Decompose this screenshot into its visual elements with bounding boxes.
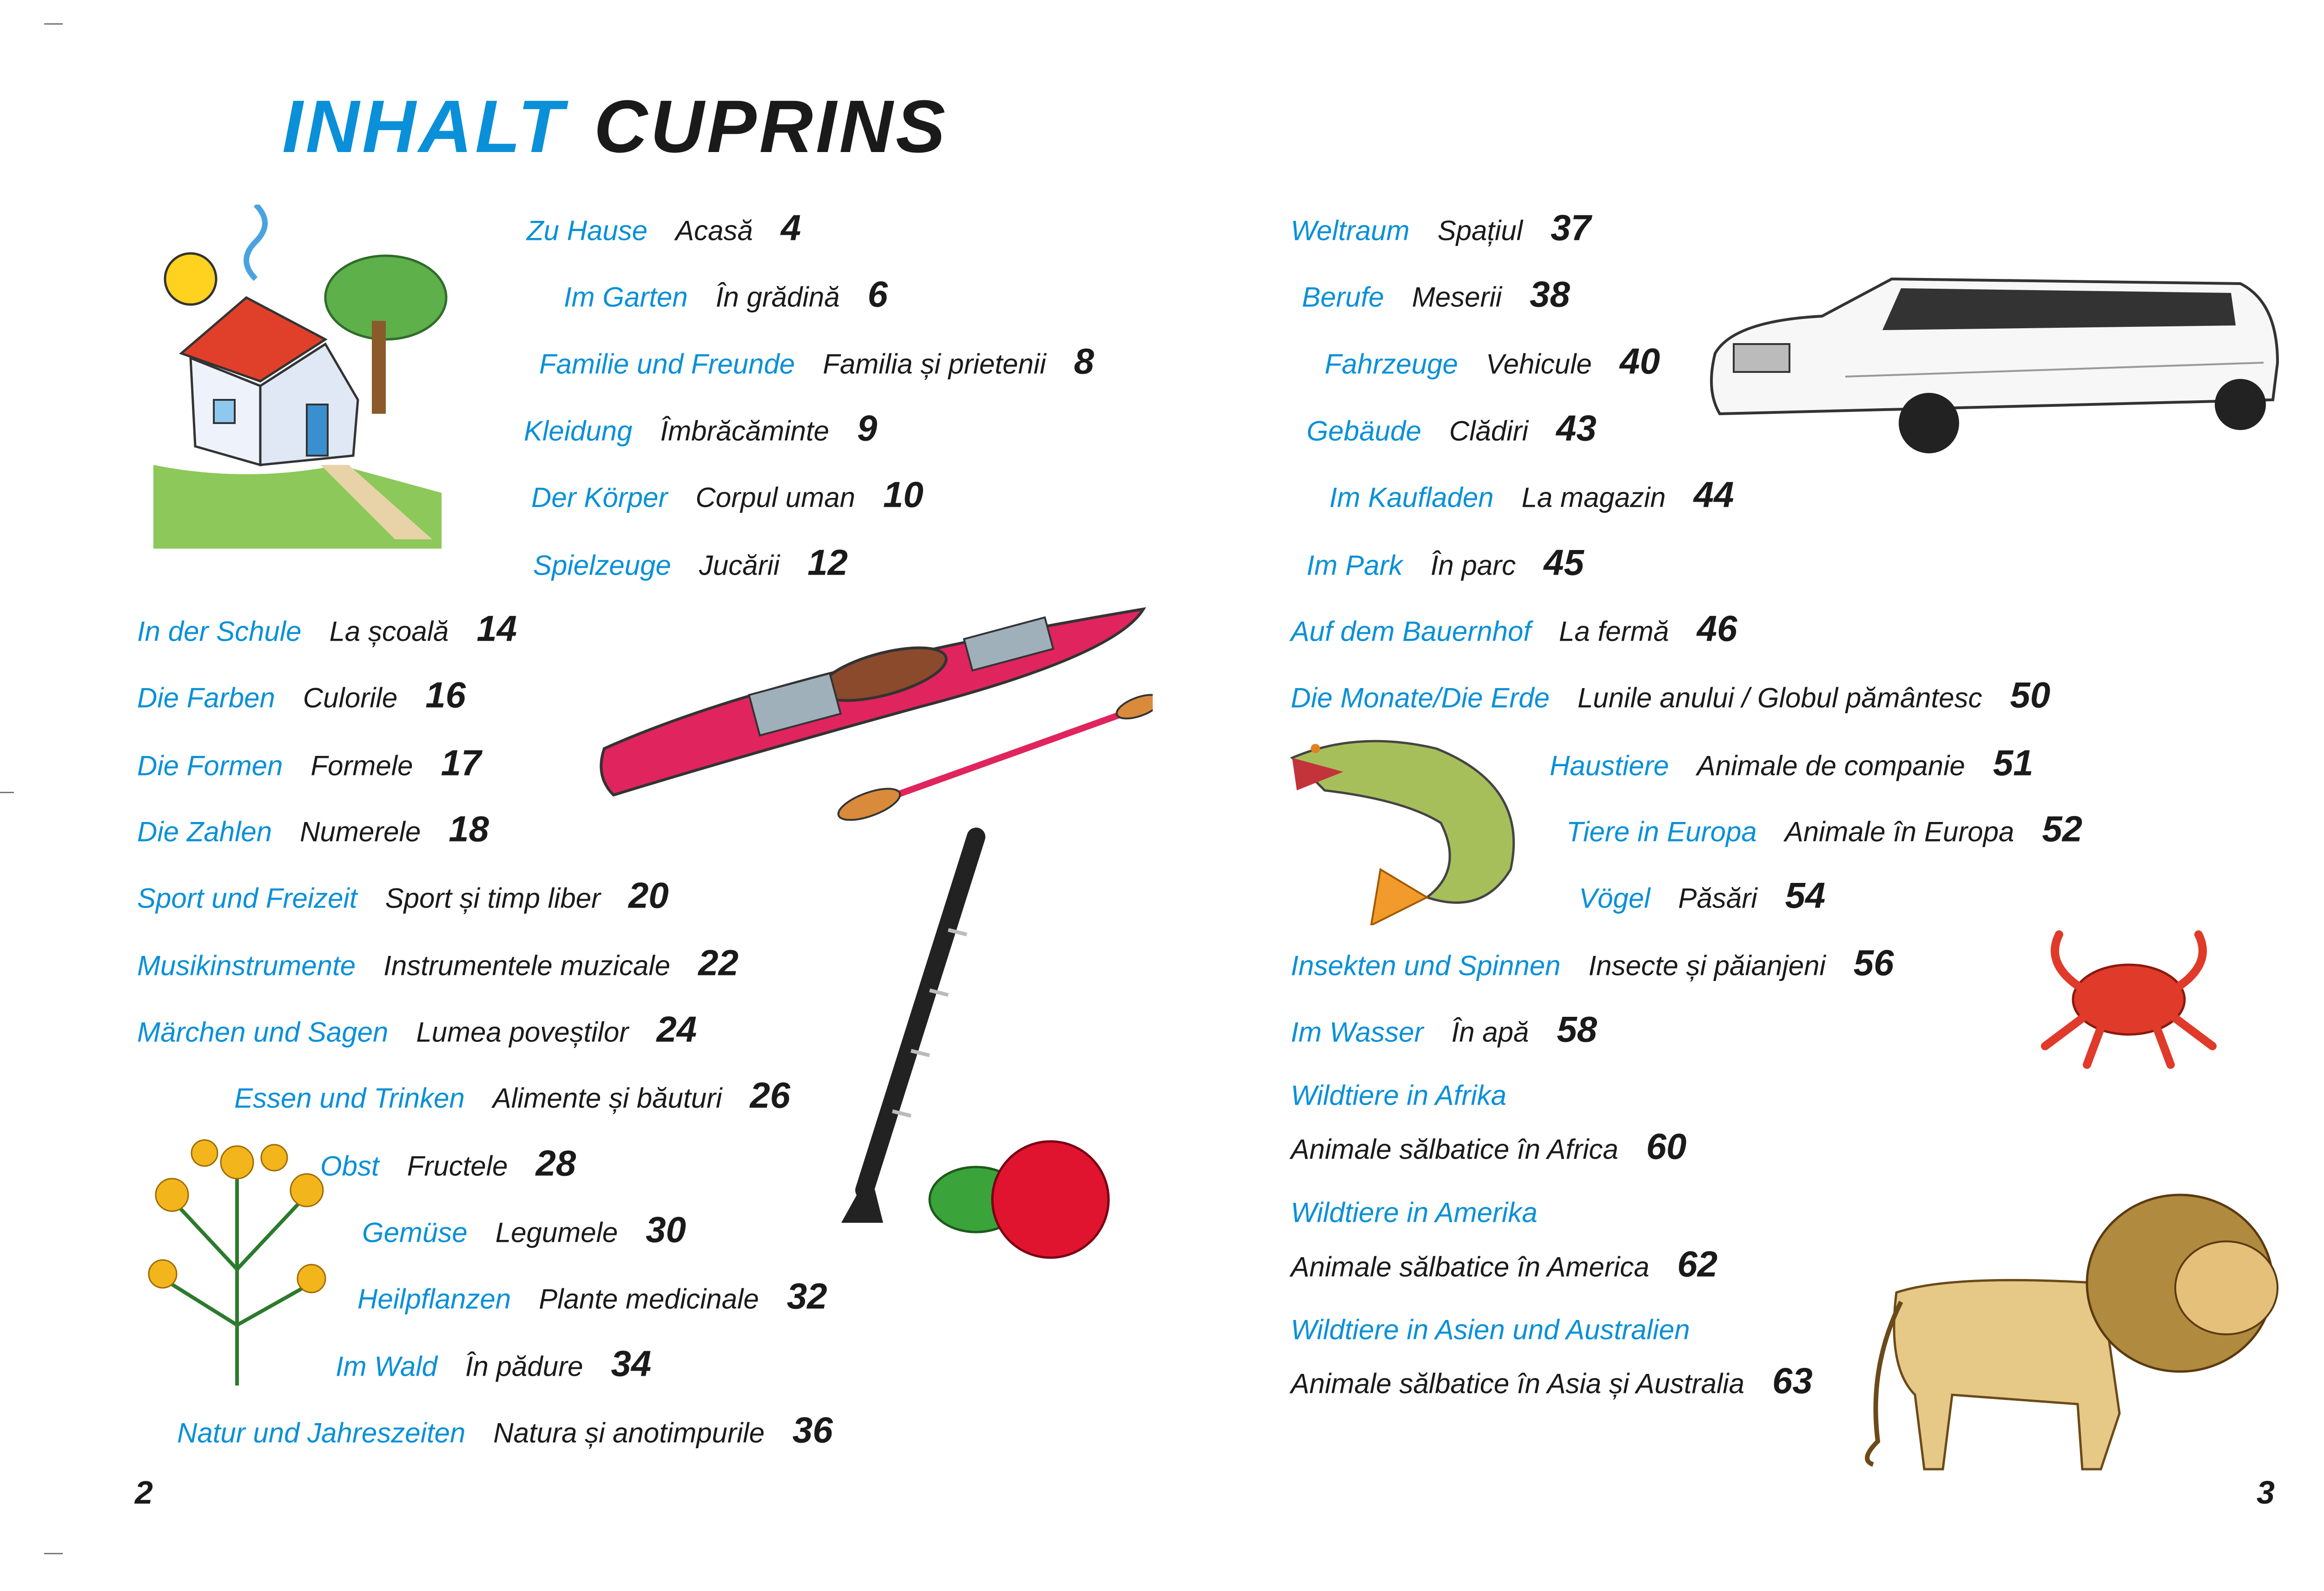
toc-entry-german-line[interactable] xyxy=(1291,1080,1534,1112)
house-illustration xyxy=(153,205,456,549)
toc-entry-german: Sport und Freizeit xyxy=(137,882,357,914)
toc-entry-page: 43 xyxy=(1556,407,1597,449)
toc-entry-romanian: Formele xyxy=(310,750,413,782)
toc-entry-page: 16 xyxy=(425,674,466,716)
toc-entry-german: Wildtiere in Afrika xyxy=(1291,1080,1507,1111)
toc-entry-romanian: Culorile xyxy=(303,682,398,714)
toc-entry-page: 45 xyxy=(1544,542,1584,583)
page-number-right: 3 xyxy=(2257,1474,2275,1511)
toc-entry-romanian: Alimente și băuturi xyxy=(492,1082,722,1114)
toc-entry[interactable] xyxy=(357,1275,827,1318)
toc-entry-german: Heilpflanzen xyxy=(357,1283,511,1315)
toc-entry[interactable] xyxy=(1329,474,1734,516)
toc-entry[interactable] xyxy=(1302,273,1570,316)
toc-entry-romanian: Animale sălbatice în America xyxy=(1291,1251,1650,1283)
toc-entry[interactable] xyxy=(1291,207,1591,249)
toc-entry[interactable] xyxy=(137,674,466,716)
toc-entry-romanian: În apă xyxy=(1451,1016,1529,1048)
toc-entry-german: Die Zahlen xyxy=(137,816,272,848)
crab-illustration xyxy=(2031,925,2226,1069)
raspberry-illustration xyxy=(925,1134,1120,1265)
toc-entry[interactable] xyxy=(1307,542,1584,584)
toc-entry[interactable] xyxy=(1566,808,2082,850)
toc-entry-romanian: Animale în Europa xyxy=(1784,816,2014,848)
toc-entry[interactable] xyxy=(564,273,888,316)
toc-entry[interactable] xyxy=(137,942,739,984)
toc-entry-page: 37 xyxy=(1551,207,1591,248)
toc-entry-german: Im Garten xyxy=(564,281,688,313)
toc-entry[interactable] xyxy=(137,808,489,850)
toc-entry-page: 14 xyxy=(476,608,517,649)
toc-entry-page: 62 xyxy=(1677,1243,1718,1285)
toc-entry-german: Gebäude xyxy=(1307,415,1421,447)
toc-entry-german: Insekten und Spinnen xyxy=(1291,950,1561,981)
toc-entry-romanian: Spațiul xyxy=(1437,215,1523,246)
toc-entry-german: Wildtiere in Asien und Australien xyxy=(1291,1314,1690,1346)
toc-entry-german: Fahrzeuge xyxy=(1325,348,1458,380)
toc-entry[interactable] xyxy=(1291,1243,1717,1286)
toc-entry-page: 17 xyxy=(441,742,482,783)
toc-entry[interactable] xyxy=(1291,1126,1687,1168)
toc-entry-page: 51 xyxy=(1993,742,2034,783)
toc-entry-german: Im Park xyxy=(1307,550,1403,581)
toc-entry-page: 6 xyxy=(867,273,888,315)
toc-entry[interactable] xyxy=(1550,742,2034,784)
toc-entry-german: Obst xyxy=(320,1150,379,1182)
toc-entry-german: Der Körper xyxy=(531,482,668,513)
toc-entry-romanian: Lunile anului / Globul pământesc xyxy=(1577,682,1982,714)
toc-entry-romanian: Clădiri xyxy=(1449,415,1528,447)
toc-entry-german: Essen und Trinken xyxy=(234,1082,465,1114)
kayak-illustration xyxy=(595,600,1153,832)
toc-entry[interactable] xyxy=(524,407,877,450)
toc-entry-german: Die Monate/Die Erde xyxy=(1291,682,1550,714)
pike-fish-illustration xyxy=(1287,730,1557,925)
toc-entry-romanian: Acasă xyxy=(675,215,753,246)
toc-entry[interactable] xyxy=(336,1343,651,1385)
toc-entry-romanian: Plante medicinale xyxy=(539,1283,759,1315)
toc-entry[interactable] xyxy=(1325,340,1660,383)
toc-entry-romanian: Jucării xyxy=(699,550,780,581)
toc-entry-romanian: La școală xyxy=(329,616,449,647)
toc-entry[interactable] xyxy=(1307,407,1597,450)
toc-entry-romanian: Animale de companie xyxy=(1697,750,1965,782)
toc-entry-page: 60 xyxy=(1646,1126,1687,1167)
toc-entry-german: Im Kaufladen xyxy=(1329,482,1494,513)
toc-entry-page: 40 xyxy=(1619,340,1660,382)
toc-entry[interactable] xyxy=(362,1209,686,1251)
toc-entry-romanian: Familia și prietenii xyxy=(823,348,1046,380)
toc-entry-german: Weltraum xyxy=(1291,215,1410,246)
toc-entry-german: Kleidung xyxy=(524,415,633,447)
toc-entry-romanian: Îmbrăcăminte xyxy=(660,415,829,447)
toc-entry[interactable] xyxy=(137,742,481,784)
toc-entry-page: 50 xyxy=(2010,674,2051,716)
toc-entry-german: Berufe xyxy=(1302,281,1384,313)
toc-entry-page: 36 xyxy=(792,1409,833,1451)
toc-entry-german: Spielzeuge xyxy=(533,550,671,581)
toc-entry[interactable] xyxy=(1579,875,1825,917)
toc-entry[interactable] xyxy=(137,875,669,917)
toc-entry[interactable] xyxy=(320,1142,576,1185)
toc-entry-german: Märchen und Sagen xyxy=(137,1016,389,1048)
toc-entry[interactable] xyxy=(234,1074,790,1117)
toc-entry-romanian: Corpul uman xyxy=(695,482,855,513)
toc-entry-romanian: Animale sălbatice în Africa xyxy=(1291,1134,1618,1165)
toc-entry-german: Tiere in Europa xyxy=(1566,816,1757,848)
toc-entry-page: 10 xyxy=(883,474,924,515)
toc-entry-page: 8 xyxy=(1074,340,1094,382)
toc-entry[interactable] xyxy=(1291,1008,1597,1051)
title-german: INHALT xyxy=(282,85,566,168)
toc-entry-page: 38 xyxy=(1530,273,1570,315)
toc-entry-romanian: Lumea poveștilor xyxy=(416,1016,629,1048)
toc-entry-page: 30 xyxy=(646,1209,687,1250)
toc-entry-romanian: Animale sălbatice în Asia și Australia xyxy=(1291,1368,1744,1399)
crop-mark xyxy=(0,792,14,793)
toc-entry-german: Natur und Jahreszeiten xyxy=(177,1417,466,1449)
toc-entry-romanian: În grădină xyxy=(715,281,840,313)
toc-entry-romanian: Vehicule xyxy=(1486,348,1592,380)
toc-entry-page: 46 xyxy=(1697,608,1737,649)
toc-entry-romanian: Instrumentele muzicale xyxy=(383,950,671,981)
toc-entry[interactable] xyxy=(1291,1360,1813,1402)
toc-entry-german: Familie und Freunde xyxy=(539,348,795,380)
toc-entry-german: Musikinstrumente xyxy=(137,950,356,981)
toc-entry-german-line[interactable] xyxy=(1291,1314,1718,1346)
toc-entry[interactable] xyxy=(1291,942,1894,984)
toc-entry-page: 24 xyxy=(656,1008,697,1050)
toc-entry-page: 12 xyxy=(807,542,848,583)
toc-entry-romanian: La magazin xyxy=(1521,482,1666,513)
toc-entry-romanian: Insecte și păianjeni xyxy=(1588,950,1826,981)
toc-entry-german: Zu Hause xyxy=(527,215,648,246)
toc-entry-german: Die Farben xyxy=(137,682,275,714)
limousine-illustration xyxy=(1706,270,2282,465)
toc-entry-german: Haustiere xyxy=(1550,750,1669,782)
toc-entry-page: 28 xyxy=(535,1142,576,1184)
title-romanian: CUPRINS xyxy=(594,85,948,168)
toc-entry[interactable] xyxy=(533,542,848,584)
toc-entry[interactable] xyxy=(1291,674,2050,716)
toc-entry-page: 32 xyxy=(786,1275,827,1317)
toc-entry-german: Im Wald xyxy=(336,1351,437,1382)
toc-entry-page: 20 xyxy=(628,875,669,916)
toc-entry[interactable] xyxy=(137,608,517,650)
toc-entry-romanian: În parc xyxy=(1430,550,1516,581)
toc-entry-page: 9 xyxy=(857,407,878,449)
page-title xyxy=(282,84,948,169)
toc-entry[interactable] xyxy=(177,1409,833,1452)
toc-entry[interactable] xyxy=(1291,608,1737,650)
toc-entry-german: Wildtiere in Amerika xyxy=(1291,1197,1538,1228)
crop-mark xyxy=(44,23,63,25)
toc-entry-page: 54 xyxy=(1785,875,1826,916)
toc-entry-romanian: Păsări xyxy=(1678,882,1757,914)
toc-entry-page: 26 xyxy=(750,1074,791,1116)
toc-entry-page: 58 xyxy=(1557,1008,1598,1050)
toc-entry-german: Vögel xyxy=(1579,882,1651,914)
toc-entry-page: 63 xyxy=(1772,1360,1813,1401)
toc-entry-romanian: La fermă xyxy=(1559,616,1669,647)
toc-entry-german: Im Wasser xyxy=(1291,1016,1424,1048)
toc-entry-german-line[interactable] xyxy=(1291,1197,1565,1229)
toc-entry-page: 18 xyxy=(449,808,489,849)
toc-entry[interactable] xyxy=(539,340,1094,383)
toc-entry-romanian: Meserii xyxy=(1412,281,1502,313)
toc-entry-page: 4 xyxy=(780,207,801,248)
toc-entry-german: Gemüse xyxy=(362,1217,468,1248)
toc-entry-page: 52 xyxy=(2042,808,2083,849)
toc-entry-german: In der Schule xyxy=(137,616,302,647)
flower-illustration xyxy=(135,1130,339,1390)
toc-entry-page: 56 xyxy=(1853,942,1894,983)
toc-entry-romanian: Natura și anotimpurile xyxy=(493,1417,765,1449)
toc-entry-romanian: Legumele xyxy=(495,1217,618,1248)
crop-mark xyxy=(44,1553,63,1554)
toc-entry[interactable] xyxy=(527,207,801,249)
lion-illustration xyxy=(1859,1190,2291,1478)
toc-entry-german: Die Formen xyxy=(137,750,283,782)
toc-entry-page: 34 xyxy=(611,1343,652,1384)
toc-entry-romanian: Numerele xyxy=(300,816,421,848)
toc-entry[interactable] xyxy=(137,1008,697,1051)
toc-entry-page: 44 xyxy=(1693,474,1734,515)
toc-entry-romanian: În pădure xyxy=(465,1351,583,1382)
toc-entry-romanian: Fructele xyxy=(407,1150,508,1182)
toc-entry-romanian: Sport și timp liber xyxy=(385,882,601,914)
toc-entry[interactable] xyxy=(531,474,924,516)
page-number-left: 2 xyxy=(135,1474,153,1511)
toc-entry-page: 22 xyxy=(698,942,739,983)
toc-entry-german: Auf dem Bauernhof xyxy=(1291,616,1532,647)
